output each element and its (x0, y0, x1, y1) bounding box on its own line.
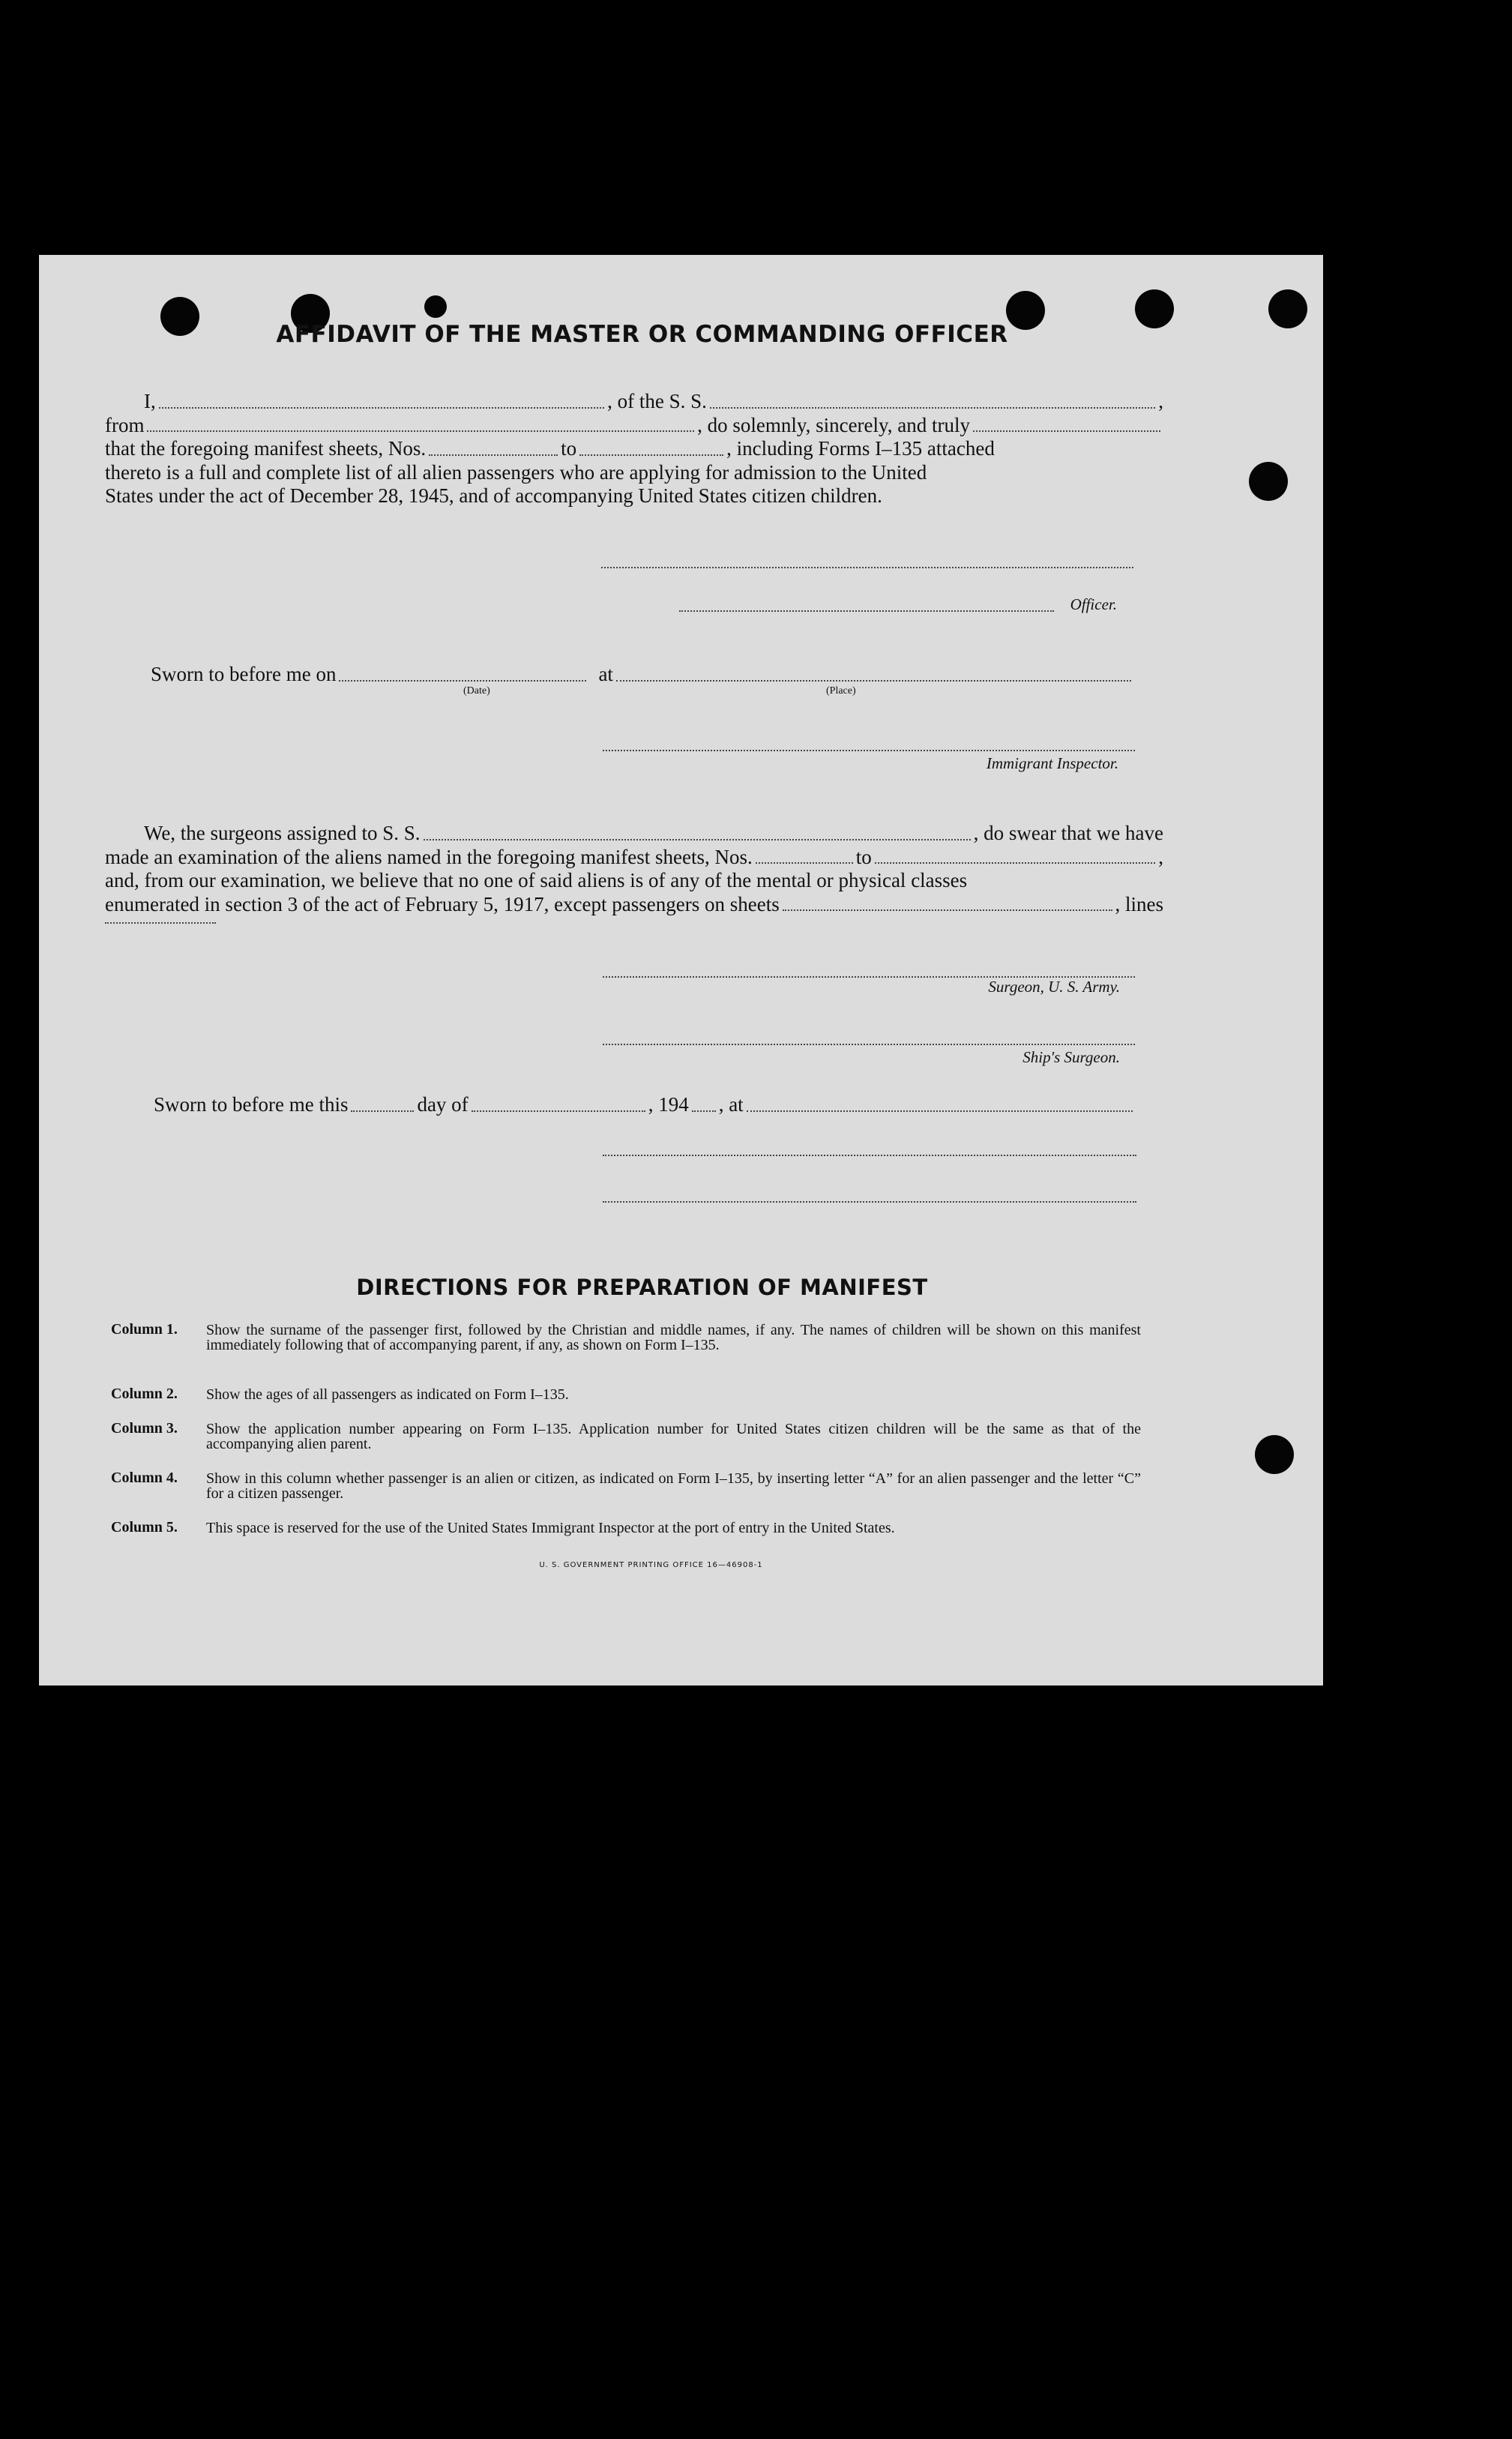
surgeons-sheet-from-field[interactable] (756, 862, 853, 864)
affidavit-i: I, (144, 390, 156, 412)
swear-field[interactable] (973, 430, 1160, 432)
place-caption: (Place) (826, 685, 856, 697)
sworn-day-of: day of (417, 1093, 469, 1116)
column-4-label: Column 4. (111, 1470, 178, 1486)
surgeons-line-2 (105, 846, 1163, 870)
affidavit-solemnly: , do solemnly, sincerely, and truly (697, 413, 970, 436)
punch-hole (1249, 462, 1288, 501)
except-sheets-field[interactable] (783, 909, 1112, 911)
sworn-at: at (598, 663, 613, 685)
sworn-month-field[interactable] (472, 1110, 645, 1112)
ship-name-field[interactable] (710, 407, 1155, 409)
master-name-field[interactable] (159, 407, 604, 409)
officer-caption: Officer. (1070, 595, 1117, 613)
surgeons-line-1 (105, 822, 1163, 846)
affidavit-comma: , (1158, 390, 1164, 412)
signature-line-b[interactable] (603, 1201, 1136, 1203)
sworn-at-2: , at (718, 1093, 744, 1116)
surgeons-except: enumerated in section 3 of the act of February 5, 1917, except passengers on sheets (105, 892, 780, 915)
column-4-text: Show in this column whether passenger is an alien or citizen, as indicated on Form I–135, by inserting letter “A” for an alien passenger and the letter “C” for a citizen passenger. (206, 1470, 1141, 1502)
surgeons-to: to (855, 845, 872, 868)
surgeons-paragraph (105, 822, 1163, 918)
column-3-text: Show the application number appearing on Form I–135. Application number for United States citizen children will be the same as that of the accompanying alien parent. (206, 1421, 1141, 1452)
column-3-label: Column 3. (111, 1420, 178, 1437)
officer-title-line[interactable] (679, 610, 1054, 612)
affidavit-title: AFFIDAVIT OF THE MASTER OR COMMANDING OFFICER (276, 321, 1008, 348)
sworn-on: Sworn to before me on (151, 663, 337, 685)
sworn-day-field[interactable] (351, 1110, 414, 1112)
sworn-date-field[interactable] (339, 680, 586, 682)
signature-line-a[interactable] (603, 1155, 1136, 1156)
surgeons-start: We, the surgeons assigned to S. S. (144, 822, 421, 844)
sworn-year-field[interactable] (692, 1110, 716, 1112)
sworn-this: Sworn to before me this (154, 1093, 349, 1116)
affidavit-to: to (561, 437, 577, 460)
sworn-line-2-row (154, 1093, 1136, 1116)
port-from-field[interactable] (147, 430, 694, 432)
affidavit-line-3 (105, 437, 1163, 461)
column-1-text: Show the surname of the passenger first, followed by the Christian and middle names, if any. The names of children will be shown on this manifest immediately following that of accompanying parent, if any, as shown on Form I–135. (206, 1322, 1141, 1353)
sworn-place-field[interactable] (616, 680, 1131, 682)
surgeons-lines: , lines (1115, 892, 1163, 915)
column-2-text: Show the ages of all passengers as indicated on Form I–135. (206, 1386, 569, 1403)
directions-title: DIRECTIONS FOR PREPARATION OF MANIFEST (356, 1275, 928, 1300)
master-signature-line[interactable] (601, 567, 1133, 568)
affidavit-line-1 (105, 390, 1163, 414)
sheet-to-field[interactable] (579, 454, 723, 456)
printing-office-footer: U. S. GOVERNMENT PRINTING OFFICE 16—46908-1 (539, 1561, 763, 1569)
sworn-year: , 194 (648, 1093, 689, 1116)
date-caption: (Date) (463, 685, 490, 697)
sworn-line-1 (151, 663, 1134, 686)
surgeons-sheet-to-field[interactable] (875, 862, 1155, 864)
punch-hole (1255, 1435, 1294, 1474)
surgeons-line-5 (105, 916, 1163, 918)
sworn-place-field-2[interactable] (747, 1110, 1133, 1112)
inspector-caption: Immigrant Inspector. (986, 754, 1118, 772)
affidavit-from: from (105, 413, 145, 436)
column-5-label: Column 5. (111, 1519, 178, 1536)
inspector-signature-line[interactable] (603, 750, 1135, 751)
affidavit-of-ss: , of the S. S. (607, 390, 707, 412)
ship-surgeon-signature-line[interactable] (603, 1044, 1135, 1045)
surgeons-comma: , (1158, 845, 1163, 868)
army-surgeon-caption: Surgeon, U. S. Army. (988, 978, 1120, 996)
sheet-from-field[interactable] (429, 454, 558, 456)
affidavit-paragraph (105, 390, 1163, 508)
surgeons-ship-field[interactable] (424, 839, 971, 840)
column-5-text: This space is reserved for the use of the United States Immigrant Inspector at the port of entry in the United States. (206, 1520, 895, 1536)
affidavit-line-5: States under the act of December 28, 1945, and of accompanying United States citizen children. (105, 484, 882, 507)
except-lines-field[interactable] (105, 922, 216, 924)
sworn-line-1-row (151, 663, 1134, 686)
surgeons-line-3: and, from our examination, we believe that no one of said aliens is of any of the mental or physical classes (105, 869, 968, 891)
surgeons-swear: , do swear that we have (973, 822, 1163, 844)
ship-surgeon-caption: Ship's Surgeon. (1022, 1048, 1120, 1066)
column-2-label: Column 2. (111, 1386, 178, 1402)
affidavit-line-2 (105, 414, 1163, 438)
affidavit-line-4: thereto is a full and complete list of all alien passengers who are applying for admission to the United (105, 460, 927, 484)
affidavit-including: , including Forms I–135 attached (726, 437, 995, 460)
affidavit-sheets: that the foregoing manifest sheets, Nos. (105, 437, 427, 460)
sworn-line-2 (154, 1093, 1136, 1116)
surgeons-line-4 (105, 893, 1163, 917)
column-1-label: Column 1. (111, 1321, 178, 1338)
form-page (39, 255, 1323, 1685)
surgeons-sheets: made an examination of the aliens named in the foregoing manifest sheets, Nos. (105, 845, 753, 868)
punch-hole (424, 295, 447, 318)
